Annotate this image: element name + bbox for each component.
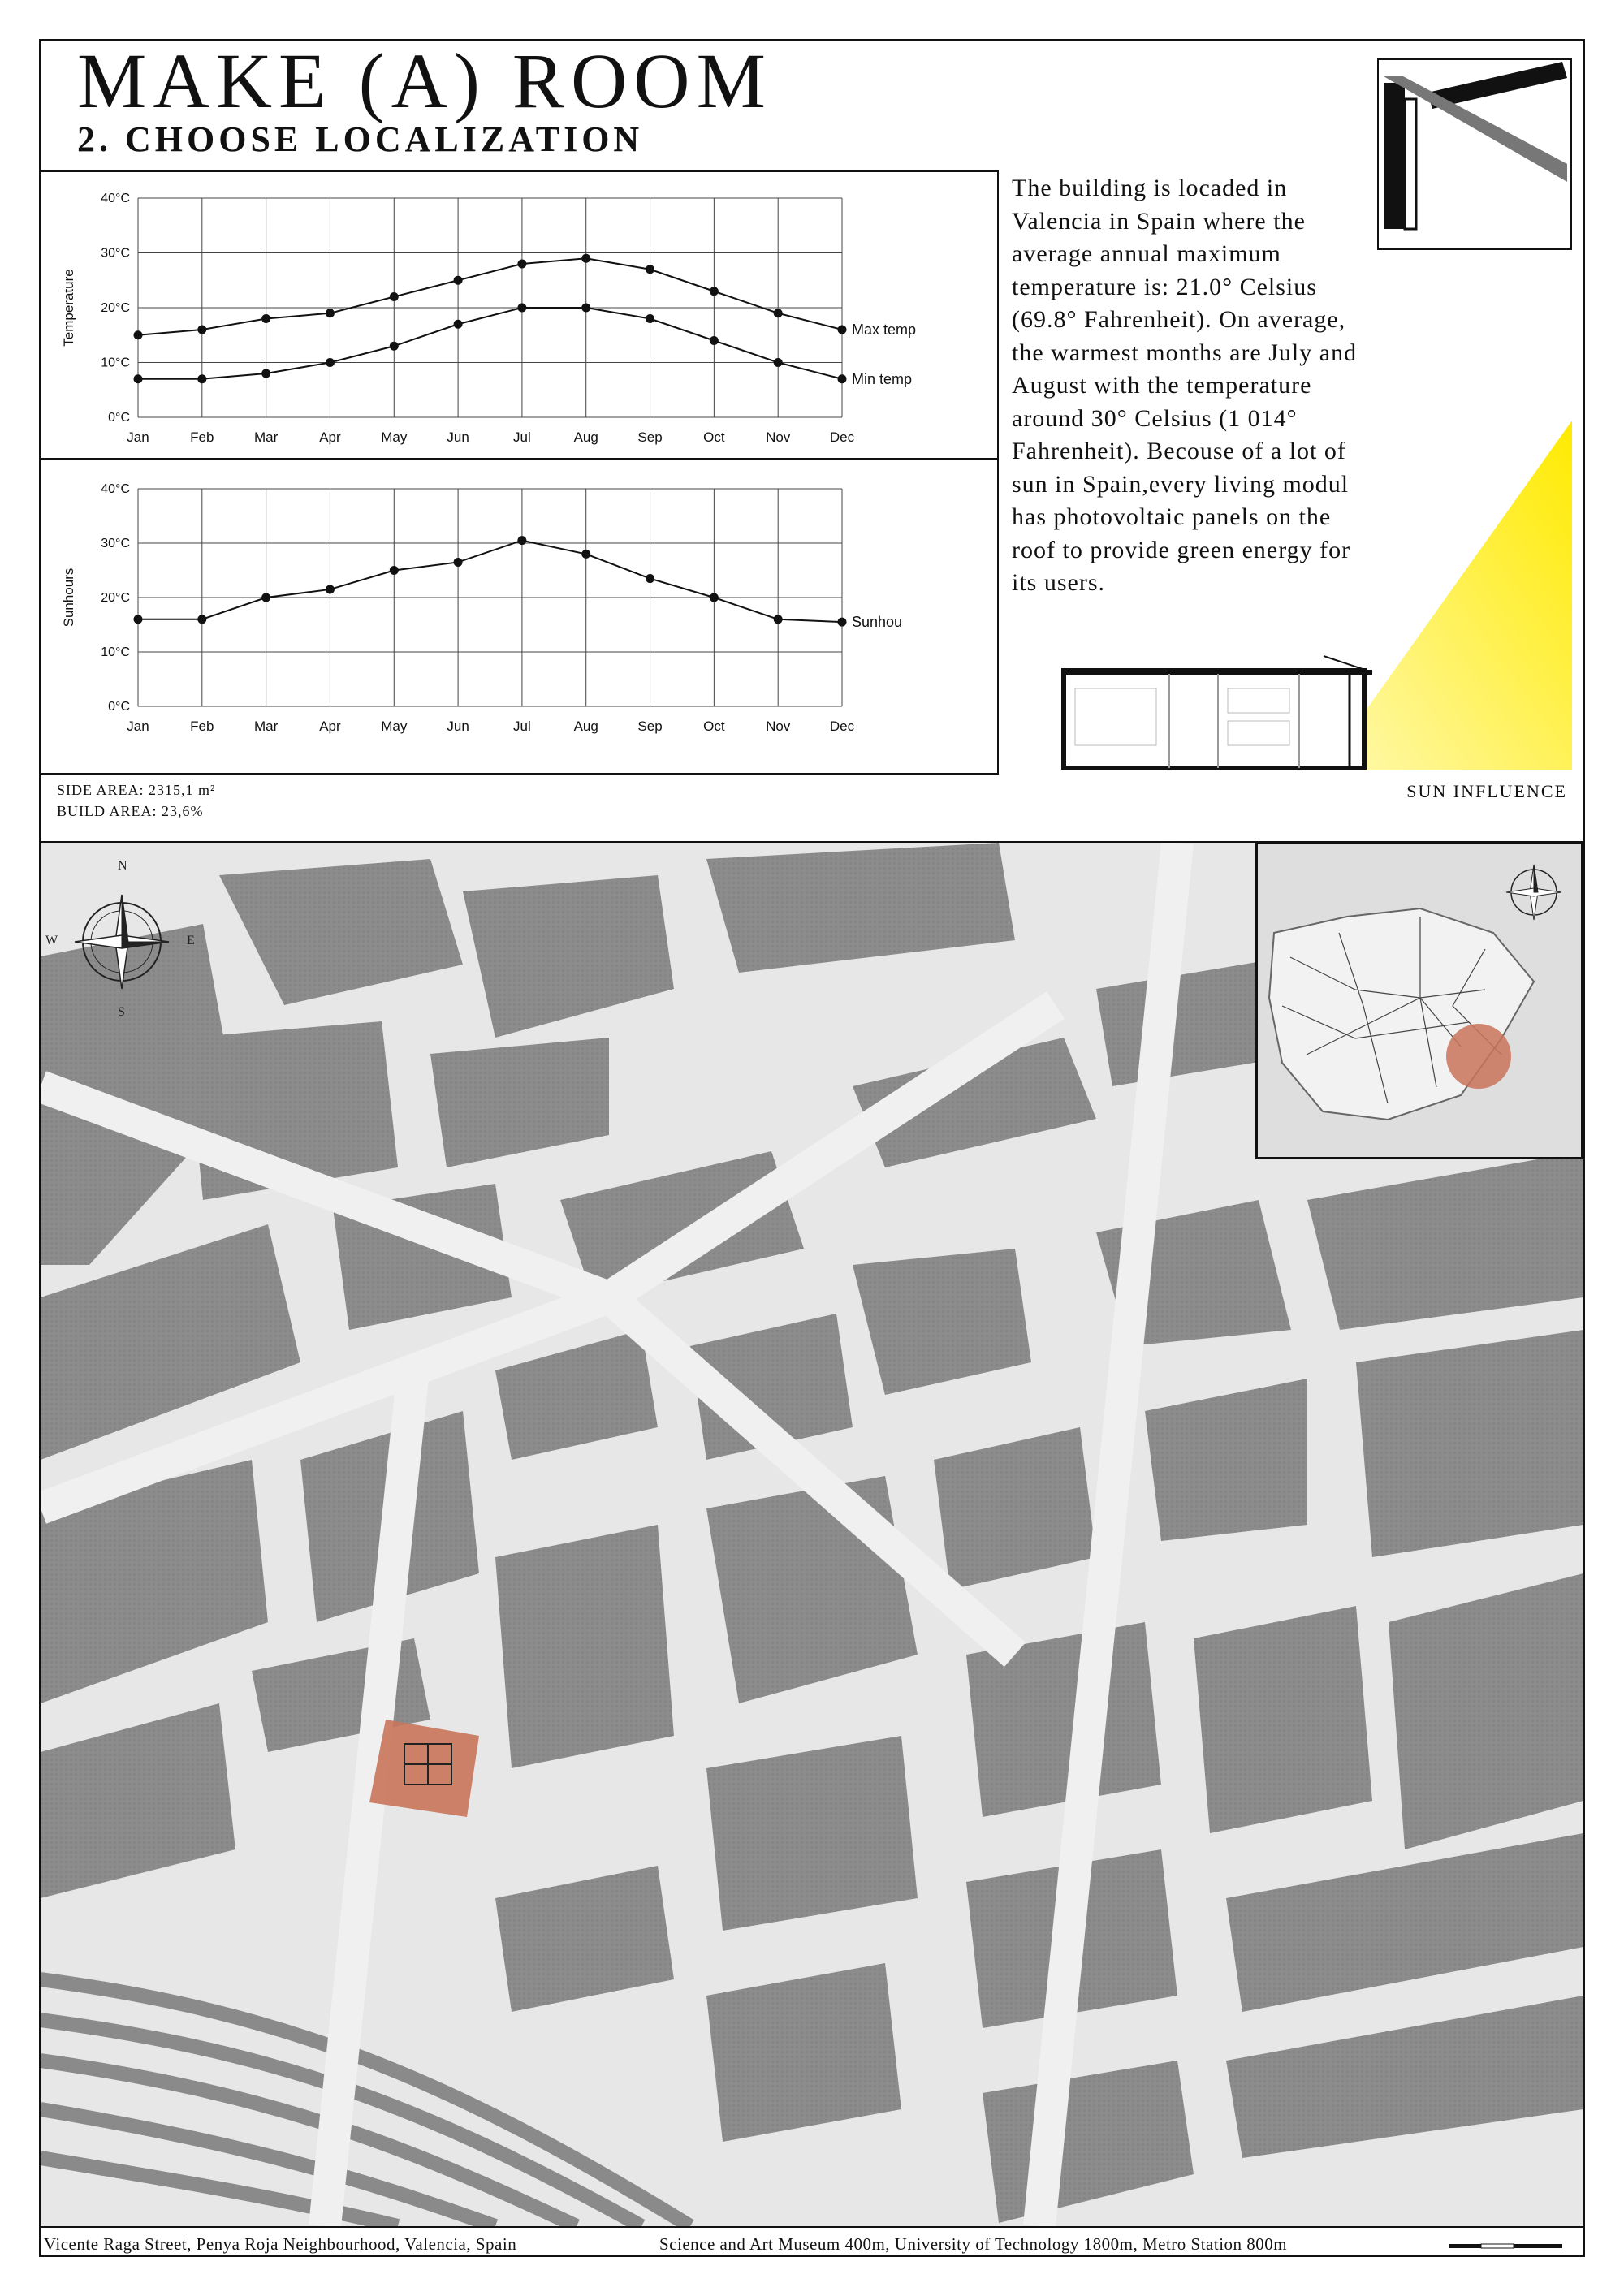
x-tick-label: Apr [319, 719, 341, 734]
x-tick-label: Oct [703, 429, 725, 445]
data-point [581, 550, 590, 559]
data-point [646, 265, 654, 274]
y-axis-label: Temperature [61, 269, 76, 347]
series-line [138, 308, 842, 379]
data-point [646, 314, 654, 323]
data-point [581, 304, 590, 313]
x-tick-label: Aug [573, 429, 598, 445]
x-tick-label: Jan [127, 719, 149, 734]
data-point [454, 320, 463, 329]
data-point [646, 574, 654, 583]
x-tick-label: Dec [829, 719, 855, 734]
x-tick-label: Jul [513, 429, 531, 445]
y-tick-label: 30°C [101, 537, 130, 550]
y-tick-label: 0°C [108, 700, 130, 714]
series-label: Sunhou [852, 614, 903, 631]
data-point [454, 558, 463, 567]
x-tick-label: Jan [127, 429, 149, 445]
sun-influence-diagram [1056, 421, 1575, 770]
data-point [710, 287, 719, 296]
data-point [390, 342, 399, 351]
compass-s-label: S [118, 1005, 125, 1019]
compass-n-label: N [118, 859, 127, 873]
page-title: MAKE (A) ROOM [77, 37, 772, 124]
y-tick-label: 20°C [101, 301, 130, 315]
compass-e-label: E [187, 934, 195, 947]
series-line [138, 258, 842, 335]
data-point [517, 260, 526, 269]
series-label: Min temp [852, 370, 913, 387]
data-point [261, 369, 270, 378]
y-tick-label: 30°C [101, 246, 130, 261]
footer-distances: Science and Art Museum 400m, University of Technology 1800m, Metro Station 800m [659, 2234, 1288, 2254]
data-point [326, 358, 335, 367]
data-point [197, 326, 206, 334]
site-info [57, 779, 215, 822]
page-subtitle: 2. CHOOSE LOCALIZATION [77, 119, 644, 159]
data-point [774, 615, 783, 624]
y-tick-label: 40°C [101, 192, 130, 205]
data-point [197, 374, 206, 383]
data-point [774, 358, 783, 367]
compass-w-label: W [45, 934, 58, 947]
x-tick-label: May [381, 429, 408, 445]
data-point [710, 593, 719, 602]
y-tick-label: 0°C [108, 411, 130, 425]
temperature-chart-svg [41, 172, 1000, 461]
footer-address: Vicente Raga Street, Penya Roja Neighbourhood, Valencia, Spain [44, 2234, 517, 2254]
data-point [581, 254, 590, 263]
series-line [138, 541, 842, 623]
data-point [134, 615, 143, 624]
data-point [261, 593, 270, 602]
x-tick-label: Mar [253, 429, 279, 445]
data-point [838, 326, 847, 334]
data-point [326, 309, 335, 317]
x-tick-label: Jun [447, 429, 469, 445]
data-point [838, 618, 847, 627]
data-point [326, 585, 335, 593]
x-tick-label: Jul [513, 719, 531, 734]
y-axis-label: Sunhours [61, 568, 76, 628]
scale-bar [1445, 2236, 1567, 2255]
sunhours-chart-svg [41, 460, 1000, 776]
data-point [197, 615, 206, 624]
temperature-chart [39, 170, 999, 460]
site-highlight [369, 1720, 479, 1817]
data-point [390, 292, 399, 301]
data-point [774, 309, 783, 317]
x-tick-label: Dec [829, 429, 855, 445]
y-tick-label: 20°C [101, 591, 130, 605]
sunhours-chart [39, 458, 999, 775]
data-point [517, 536, 526, 545]
data-point [517, 304, 526, 313]
x-tick-label: Oct [703, 719, 725, 734]
data-point [454, 276, 463, 285]
data-point [838, 374, 847, 383]
x-tick-label: Apr [319, 429, 341, 445]
x-tick-label: Sep [637, 429, 663, 445]
x-tick-label: Feb [190, 429, 214, 445]
spain-inset-map [1255, 841, 1583, 1159]
y-tick-label: 40°C [101, 482, 130, 496]
data-point [390, 566, 399, 575]
data-point [710, 336, 719, 345]
x-tick-label: Mar [253, 719, 279, 734]
series-label: Max temp [852, 322, 917, 338]
location-description: The building is locaded in Valencia in Spain where the average annual maximum temperature is: 21.0° Celsius (69.8° Fahrenheit). On average, the warmest months are July and August with the temperature around 30° Celsius (1 014° Fahrenheit). Becouse of a lot of sun in Spain,every living modul has photovoltaic panels on the roof to provide green energy for its users. [1012, 175, 1358, 596]
data-point [134, 374, 143, 383]
x-tick-label: Feb [190, 719, 214, 734]
build-area: BUILD AREA: 23,6% [57, 803, 204, 819]
y-tick-label: 10°C [101, 356, 130, 370]
x-tick-label: Nov [766, 429, 791, 445]
project-logo [1377, 58, 1572, 250]
data-point [134, 330, 143, 339]
x-tick-label: Nov [766, 719, 791, 734]
x-tick-label: Aug [573, 719, 598, 734]
x-tick-label: Sep [637, 719, 663, 734]
data-point [261, 314, 270, 323]
y-tick-label: 10°C [101, 645, 130, 659]
x-tick-label: Jun [447, 719, 469, 734]
sun-influence-label: SUN INFLUENCE [1406, 781, 1567, 801]
x-tick-label: May [381, 719, 408, 734]
side-area: SIDE AREA: 2315,1 m² [57, 782, 216, 798]
